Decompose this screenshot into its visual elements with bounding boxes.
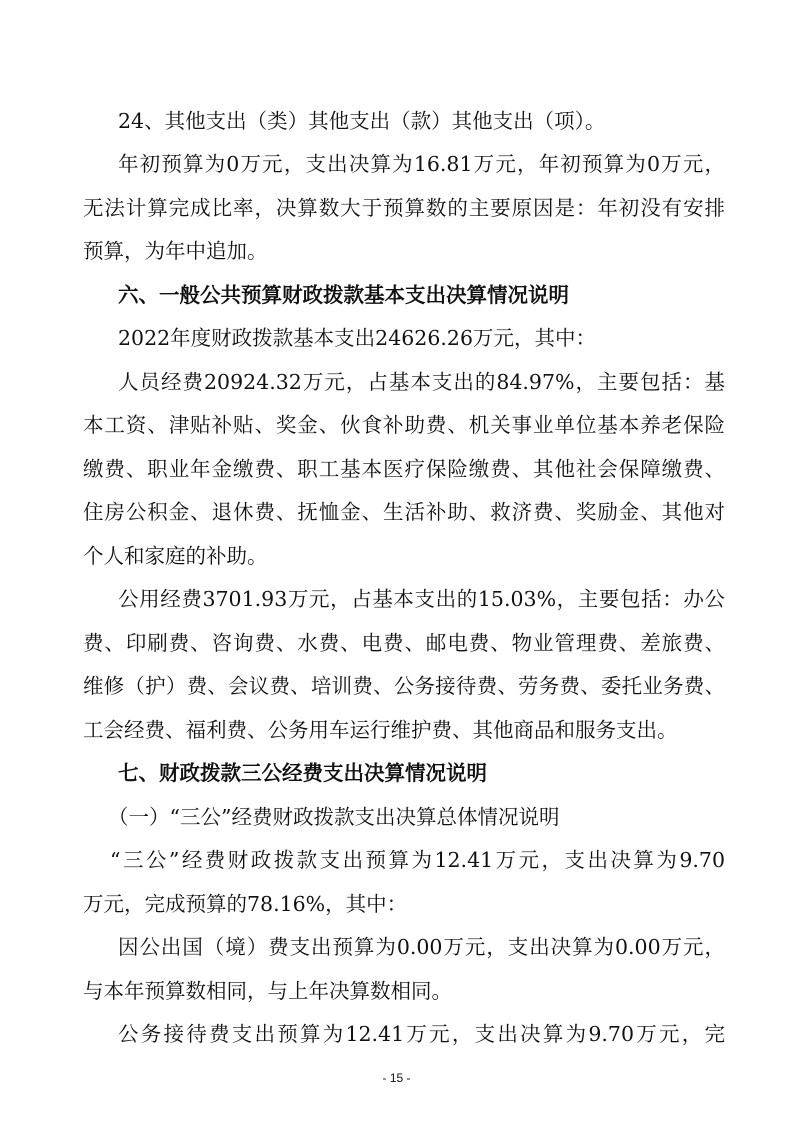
paragraph-line: “三公”经费财政拨款支出预算为12.41万元，支出决算为9.70 <box>110 848 725 872</box>
paragraph-line: 2022年度财政拨款基本支出24626.26万元，其中： <box>118 326 596 350</box>
paragraph-line: 住房公积金、退休费、抚恤金、生活补助、救济费、奖励金、其他对 <box>83 500 725 524</box>
section-heading: 六、一般公共预算财政拨款基本支出决算情况说明 <box>118 283 569 307</box>
paragraph-line: 公用经费3701.93万元，占基本支出的15.03%，主要包括：办公 <box>118 587 725 611</box>
paragraph-line: 工会经费、福利费、公务用车运行维护费、其他商品和服务支出。 <box>83 718 678 742</box>
paragraph-line: 与本年预算数相同，与上年决算数相同。 <box>83 979 452 1003</box>
paragraph-line: 费、印刷费、咨询费、水费、电费、邮电费、物业管理费、差旅费、 <box>83 631 725 655</box>
paragraph-line: 无法计算完成比率，决算数大于预算数的主要原因是：年初没有安排 <box>83 196 725 220</box>
section-heading: 七、财政拨款三公经费支出决算情况说明 <box>118 761 487 785</box>
subsection-heading: （一）“三公”经费财政拨款支出决算总体情况说明 <box>108 805 560 829</box>
paragraph-line: 公务接待费支出预算为12.41万元，支出决算为9.70万元，完 <box>118 1022 725 1046</box>
paragraph-line: 个人和家庭的补助。 <box>83 544 268 568</box>
paragraph-line: 预算，为年中追加。 <box>83 239 268 263</box>
paragraph-line: 年初预算为0万元，支出决算为16.81万元，年初预算为0万元， <box>118 152 725 176</box>
paragraph-line: 因公出国（境）费支出预算为0.00万元，支出决算为0.00万元， <box>118 935 725 959</box>
paragraph-line: 人员经费20924.32万元，占基本支出的84.97%，主要包括：基 <box>118 370 725 394</box>
paragraph-line: 本工资、津贴补贴、奖金、伙食补助费、机关事业单位基本养老保险 <box>83 413 725 437</box>
page-number: - 15 - <box>382 1071 411 1085</box>
paragraph-line: 维修（护）费、会议费、培训费、公务接待费、劳务费、委托业务费、 <box>83 674 725 698</box>
list-item-heading: 24、其他支出（类）其他支出（款）其他支出（项）。 <box>118 109 606 133</box>
paragraph-line: 万元，完成预算的78.16%，其中： <box>83 892 408 916</box>
paragraph-line: 缴费、职业年金缴费、职工基本医疗保险缴费、其他社会保障缴费、 <box>83 457 725 481</box>
